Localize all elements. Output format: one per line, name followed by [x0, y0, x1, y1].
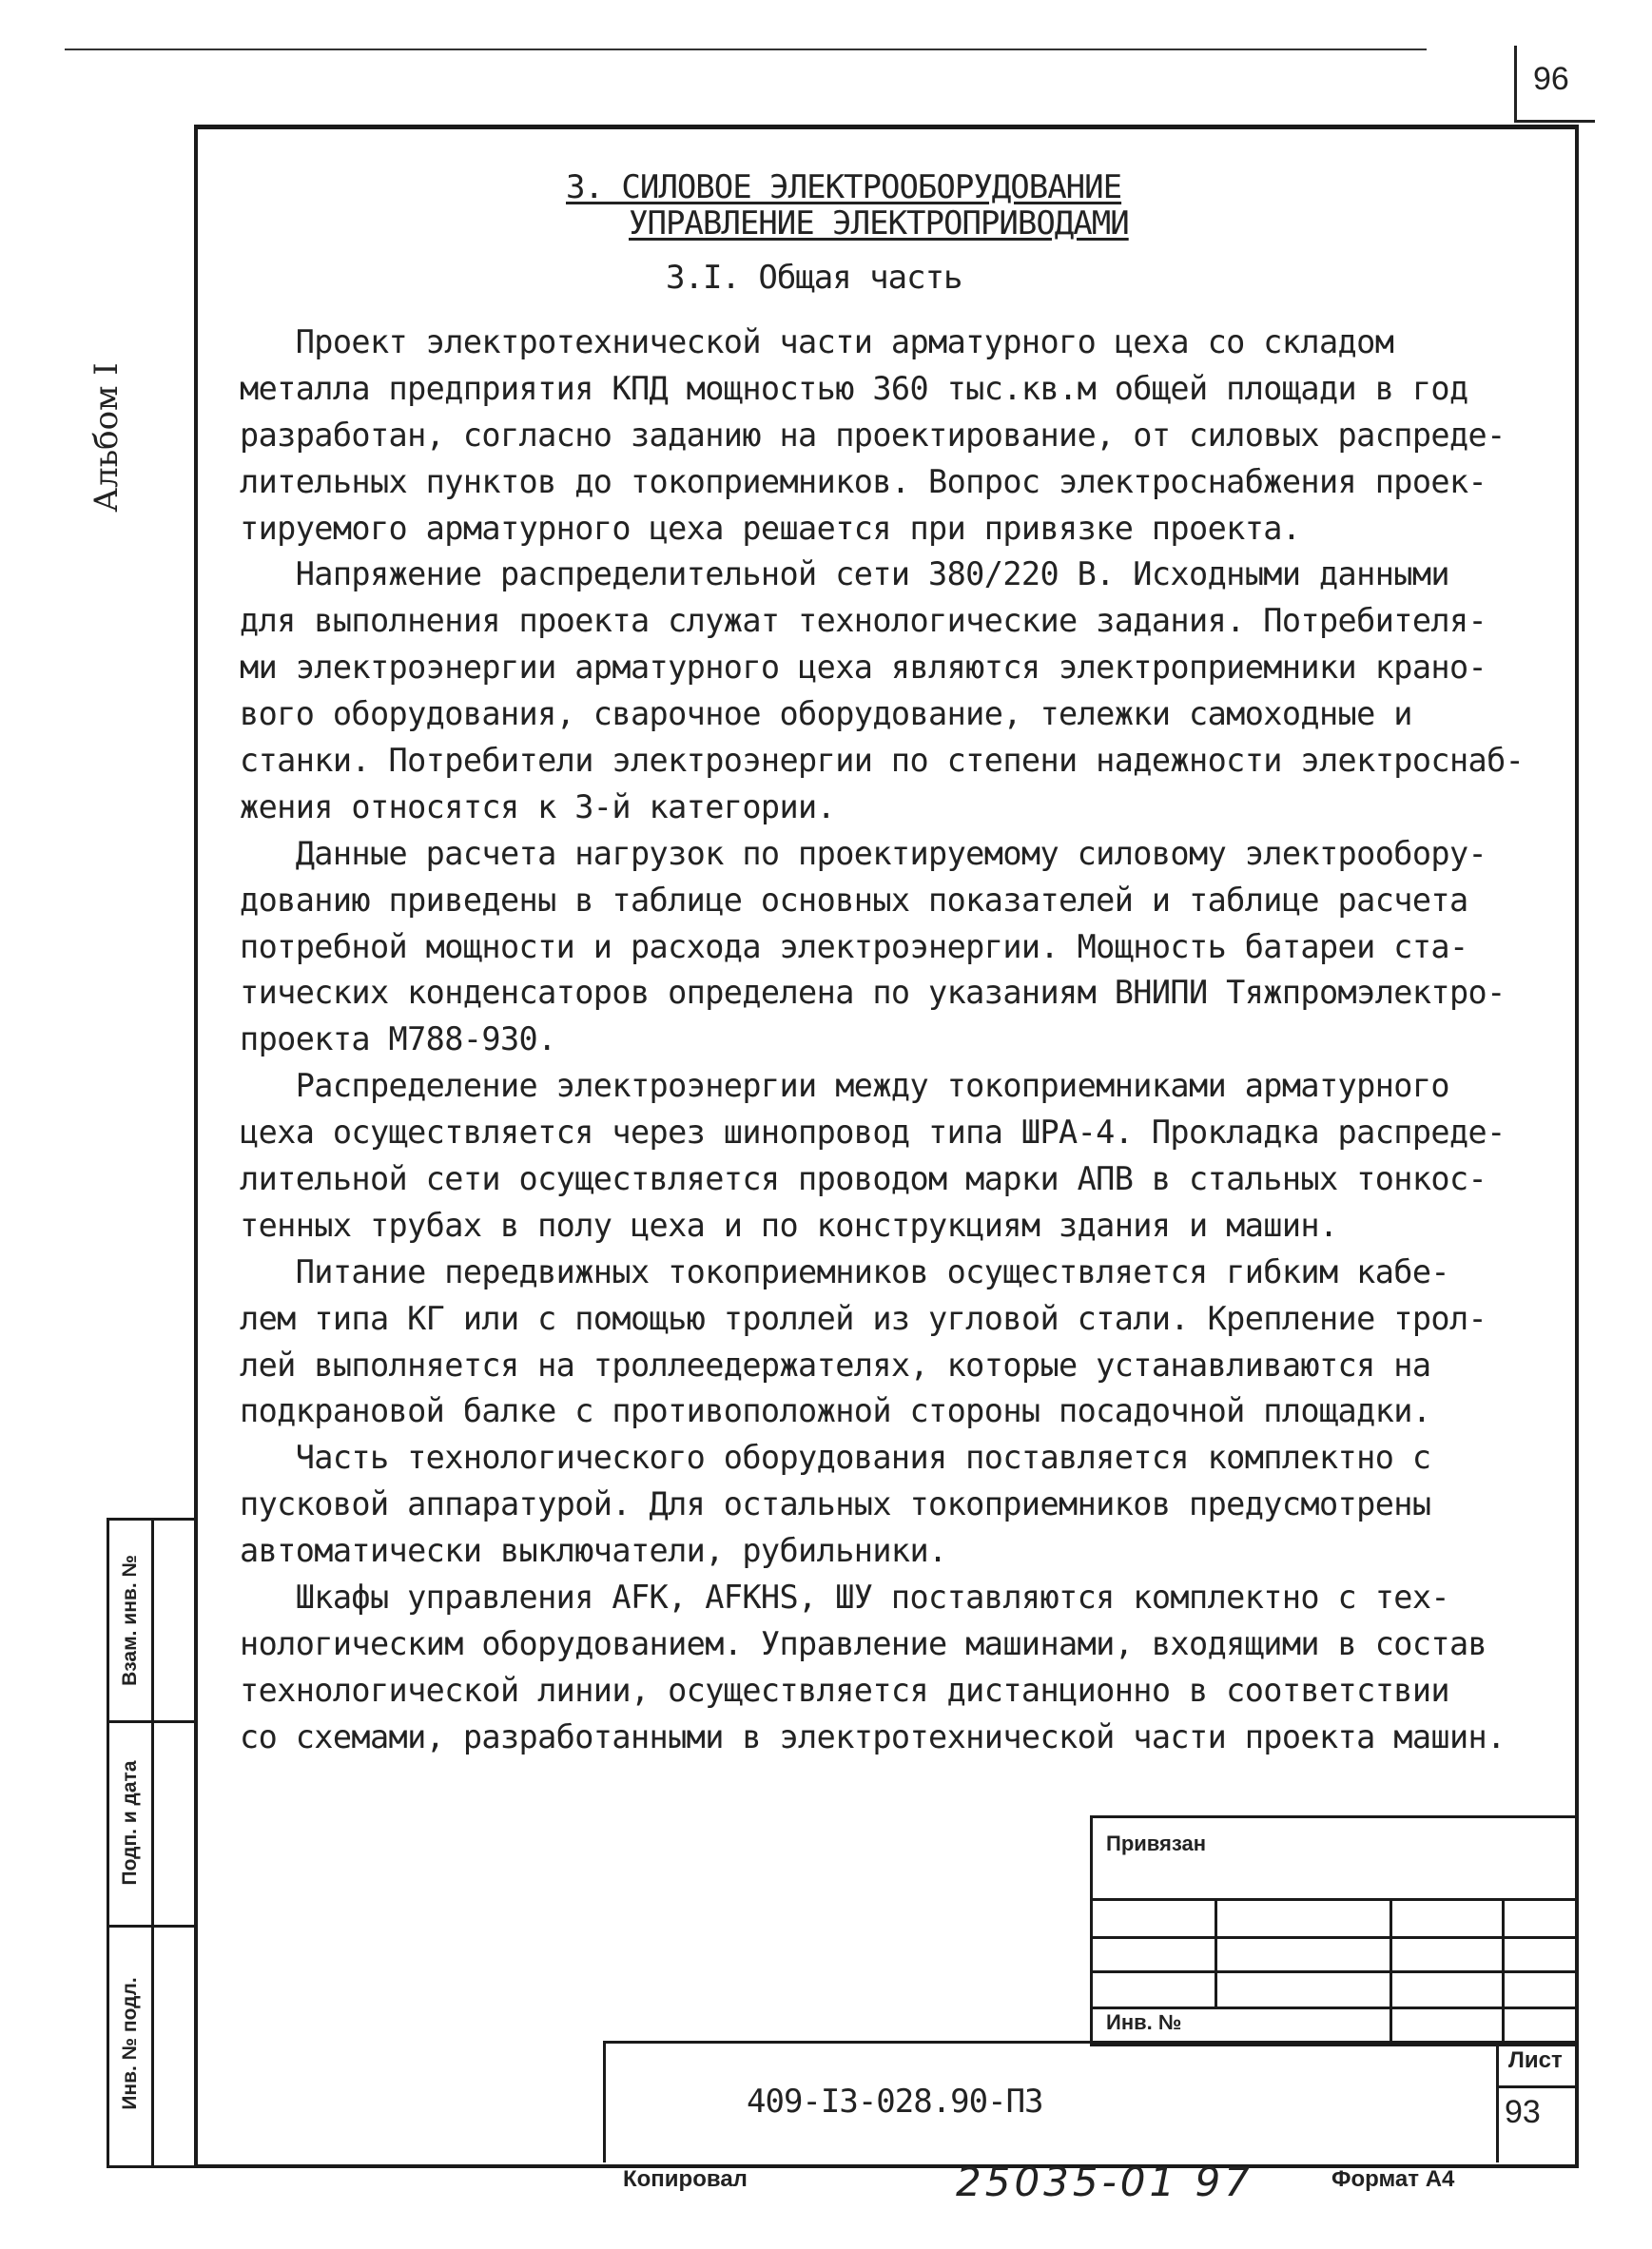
document-code: 409-I3-028.90-ПЗ — [747, 2083, 1043, 2121]
body-line: разработан, согласно заданию на проектирование, от силовых распреде- — [240, 416, 1506, 454]
side-stamp — [107, 1518, 198, 2168]
section-heading — [566, 169, 1129, 242]
body-line: жения относятся к 3-й категории. — [240, 787, 836, 825]
body-line: со схемами, разработанными в электротехнической части проекта машин. — [240, 1717, 1506, 1755]
body-line: подкрановой балке с противоположной стороны посадочной площадки. — [240, 1392, 1431, 1430]
body-line: станки. Потребители электроэнергии по степени надежности электроснаб- — [240, 742, 1525, 780]
side-stamp-rule — [109, 1720, 195, 1723]
body-line: Часть технологического оборудования поставляется комплектно с — [240, 1439, 1431, 1477]
body-line: лей выполняется на троллеедержателях, которые устанавливаются на — [240, 1346, 1431, 1384]
grid-line — [1093, 1970, 1578, 1973]
side-stamp-divider — [151, 1521, 154, 2165]
grid-line — [1502, 1898, 1505, 2044]
section-heading-line2: УПРАВЛЕНИЕ ЭЛЕКТРОПРИВОДАМИ — [629, 204, 1129, 242]
grid-line — [1390, 1898, 1392, 2044]
body-line: лительной сети осуществляется проводом марки АПВ в стальных тонкос- — [240, 1160, 1487, 1198]
subsection-heading: 3.I. Общая часть — [666, 259, 962, 297]
body-line: тируемого арматурного цеха решается при привязке проекта. — [240, 509, 1301, 547]
grid-line — [1093, 2007, 1578, 2009]
grid-line — [1093, 1936, 1578, 1939]
body-line: тенных трубах в полу цеха и по конструкциям здания и машин. — [240, 1206, 1338, 1244]
body-line: потребной мощности и расхода электроэнергии. Мощность батареи ста- — [240, 927, 1468, 965]
copied-by-label: Копировал — [623, 2166, 748, 2192]
grid-line — [1215, 1898, 1217, 2007]
body-line: тических конденсаторов определена по указаниям ВНИПИ Тяжпромэлектро- — [240, 974, 1506, 1012]
body-text — [240, 320, 1571, 1761]
top-rule — [65, 48, 1427, 50]
body-line: для выполнения проекта служат технологические задания. Потребителя- — [240, 602, 1487, 640]
body-line: дованию приведены в таблице основных показателей и таблице расчета — [240, 881, 1468, 919]
body-line: Шкафы управления AFK, AFKHS, ШУ поставляются комплектно с тех- — [240, 1579, 1449, 1617]
sheet-label: Лист — [1508, 2047, 1563, 2073]
body-line: лительных пунктов до токоприемников. Вопрос электроснабжения проек- — [240, 462, 1487, 500]
binding-block — [1090, 1815, 1578, 2046]
body-line: ми электроэнергии арматурного цеха являются электроприемники крано- — [240, 649, 1487, 687]
body-line: нологическим оборудованием. Управление машинами, входящими в состав — [240, 1624, 1487, 1662]
body-line: Распределение электроэнергии между токоприемниками арматурного — [240, 1067, 1449, 1105]
handwritten-number: 25035-01 97 — [956, 2159, 1254, 2205]
body-line: проекта М788-930. — [240, 1020, 556, 1058]
podp-data-label: Подп. и дата — [119, 1760, 141, 1886]
inv-no-label: Инв. № — [1106, 2010, 1182, 2034]
body-line: Данные расчета нагрузок по проектируемому силовому электрообору- — [240, 834, 1487, 872]
sheet-number: 93 — [1505, 2094, 1541, 2130]
body-line: Питание передвижных токоприемников осуществляется гибким кабе- — [240, 1252, 1449, 1290]
page-number: 96 — [1533, 61, 1569, 97]
grid-line — [1496, 2085, 1578, 2088]
format-label: Формат А4 — [1331, 2166, 1455, 2192]
body-line: Напряжение распределительной сети 380/220 В. Исходными данными — [240, 555, 1449, 593]
grid-line — [1496, 2044, 1499, 2162]
section-heading-line1: 3. СИЛОВОЕ ЭЛЕКТРООБОРУДОВАНИЕ — [566, 168, 1122, 206]
side-stamp-rule — [109, 1925, 195, 1928]
body-line: вого оборудования, сварочное оборудование, тележки самоходные и — [240, 695, 1412, 733]
vzam-inv-label: Взам. инв. № — [119, 1555, 141, 1686]
body-line: цеха осуществляется через шинопровод типа ШРА-4. Прокладка распреде- — [240, 1114, 1506, 1152]
body-line: пусковой аппаратурой. Для остальных токоприемников предусмотрены — [240, 1485, 1431, 1523]
album-label: Альбом I — [87, 362, 126, 513]
body-line: автоматически выключатели, рубильники. — [240, 1532, 947, 1570]
body-line: технологической линии, осуществляется дистанционно в соответствии — [240, 1671, 1449, 1709]
body-line: лем типа КГ или с помощью троллей из угловой стали. Крепление трол- — [240, 1299, 1487, 1337]
inv-podl-label: Инв. № подл. — [119, 1977, 141, 2110]
privyazan-label: Привязан — [1106, 1832, 1207, 1855]
body-line: Проект электротехнической части арматурного цеха со складом — [240, 323, 1394, 360]
grid-line — [1093, 1898, 1578, 1901]
body-line: металла предприятия КПД мощностью 360 тыс.кв.м общей площади в год — [240, 369, 1468, 407]
